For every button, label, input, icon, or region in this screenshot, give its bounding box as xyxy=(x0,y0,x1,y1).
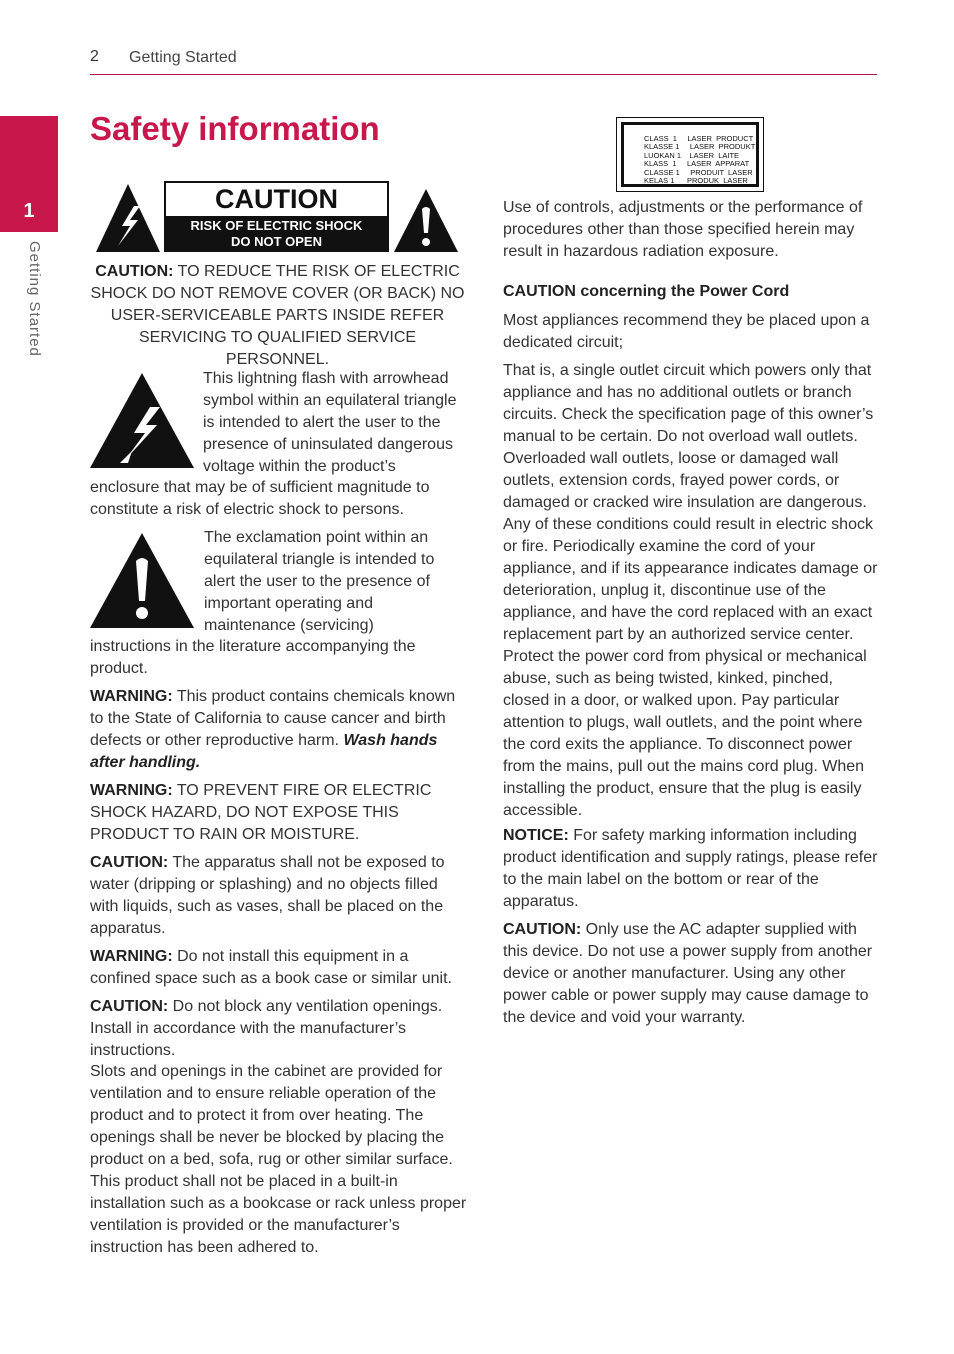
warning-california-emphasis: Wash hands after handling. xyxy=(90,732,438,771)
notice-text: For safety marking information including product identification and supply ratings, please refer to the main label on the bottom or rear of the apparatus. xyxy=(503,827,878,910)
caution-ventilation-text: Do not block any ventilation openings. Install in accordance with the manufacturer’s instructions. xyxy=(90,998,443,1059)
caution-band xyxy=(166,216,387,250)
caution-intro-text: TO REDUCE THE RISK OF ELECTRIC SHOCK DO NOT REMOVE COVER (OR BACK) NO USER-SERVICEABLE PARTS INSIDE REFER SERVICING TO QUALIFIED SERVICE PERSONNEL. xyxy=(90,263,465,368)
caution-ventilation-lead: CAUTION: xyxy=(90,998,169,1015)
ventilation-details: Slots and openings in the cabinet are provided for ventilation and to ensure reliable operation of the product and to protect it from over heating. The openings shall be never be blocked by placing the product on a bed, sofa, rug or other similar surface. This product shall not be placed in a built-in installation such as a bookcase or rack unless proper ventilation is provided or the manufacturer’s instruction has been adhered to. xyxy=(90,1063,467,1256)
laser-label-frame xyxy=(621,122,759,187)
laser-label-text: CLASS 1 LASER PRODUCT KLASSE 1 LASER PRODUKT LUOKAN 1 LASER LAITE KLASS 1 LASER APPARAT CLASSE 1 PRODUIT LASER KELAS 1 PRODUK LASER xyxy=(644,134,756,186)
notice-lead: NOTICE: xyxy=(503,827,569,844)
warning-fire-text: TO PREVENT FIRE OR ELECTRIC SHOCK HAZARD, DO NOT EXPOSE THIS PRODUCT TO RAIN OR MOISTURE. xyxy=(90,782,432,843)
lightning-description: This lightning flash with arrowhead symbol within an equilateral triangle is intended to alert the user to the presence of uninsulated dangerous voltage within the product’s xyxy=(203,370,457,475)
caution-intro-lead: CAUTION: xyxy=(95,263,174,280)
caution-label xyxy=(164,181,389,252)
caution-ventilation xyxy=(90,996,465,1062)
caution-ac-adapter-lead: CAUTION: xyxy=(503,921,582,938)
exclamation-description-cont: instructions in the literature accompanying the product. xyxy=(90,638,416,677)
warning-confined xyxy=(90,946,465,990)
warning-fire-lead: WARNING: xyxy=(90,782,173,799)
notice-safety-marking xyxy=(503,825,878,913)
caution-water xyxy=(90,852,465,940)
section-header: Getting Started xyxy=(129,49,237,66)
power-cord-details: That is, a single outlet circuit which powers only that appliance and has no additional outlets or branch circuits. Check the specification page of this owner’s manual to be certain. Do not overload wall outlets. Overloaded wall outlets, loose or damaged wall outlets, extension cords, frayed power cords, or damaged or cracked wire insulation are dangerous. Any of these conditions could result in electric shock or fire. Periodically examine the cord of your appliance, and if its appearance indicates damage or deterioration, unplug it, discontinue use of the appliance, and have the cord replaced with an exact replacement part by an authorized service center. Protect the power cord from physical or mechanical abuse, such as being twisted, kinked, pinched, closed in a door, or walked upon. Pay particular attention to plugs, wall outlets, and the point where the cord exits the appliance. To disconnect power from the mains, pull out the mains cord plug. When installing the product, ensure that the plug is easily accessible. xyxy=(503,362,878,819)
lightning-description-cont: enclosure that may be of sufficient magnitude to constitute a risk of electric shock to persons. xyxy=(90,479,430,518)
power-cord-heading: CAUTION concerning the Power Cord xyxy=(503,283,790,300)
caution-heading: CAUTION xyxy=(215,184,338,214)
header-divider xyxy=(90,74,877,75)
warning-confined-text: Do not install this equipment in a confined space such as a book case or similar unit. xyxy=(90,948,452,987)
lightning-warning-icon xyxy=(94,182,162,254)
caution-ac-adapter xyxy=(503,919,878,1029)
caution-line-1: RISK OF ELECTRIC SHOCK xyxy=(190,218,363,233)
caution-water-text: The apparatus shall not be exposed to water (dripping or splashing) and no objects filled with liquids, such as vases, shall be placed on the apparatus. xyxy=(90,854,445,937)
caution-intro xyxy=(90,261,465,371)
warning-california xyxy=(90,686,468,774)
exclamation-description: The exclamation point within an equilateral triangle is intended to alert the user to the presence of important operating and maintenance (servicing) xyxy=(204,529,435,634)
warning-california-text: This product contains chemicals known to the State of California to cause cancer and birth defects or other reproductive harm. xyxy=(90,688,456,749)
exclamation-warning-icon xyxy=(392,187,460,254)
chapter-label: Getting Started xyxy=(26,241,43,357)
warning-california-lead: WARNING: xyxy=(90,688,173,705)
caution-line-2: DO NOT OPEN xyxy=(230,234,322,249)
lightning-triangle-icon xyxy=(90,371,195,469)
chapter-number: 1 xyxy=(23,200,35,222)
page-number: 2 xyxy=(90,48,99,65)
caution-ac-adapter-text: Only use the AC adapter supplied with this device. Do not use a power supply from another device or another manufacturer. Using any other power cable or power supply may cause damage to the device and void your warranty. xyxy=(503,921,873,1026)
power-cord-intro: Most appliances recommend they be placed upon a dedicated circuit; xyxy=(503,312,870,351)
page-title: Safety information xyxy=(90,110,380,147)
exclamation-triangle-icon xyxy=(90,531,195,629)
warning-fire xyxy=(90,780,465,846)
warning-confined-lead: WARNING: xyxy=(90,948,173,965)
laser-product-label xyxy=(616,117,764,192)
caution-water-lead: CAUTION: xyxy=(90,854,169,871)
laser-warning: Use of controls, adjustments or the performance of procedures other than those specified herein may result in hazardous radiation exposure. xyxy=(503,199,863,260)
